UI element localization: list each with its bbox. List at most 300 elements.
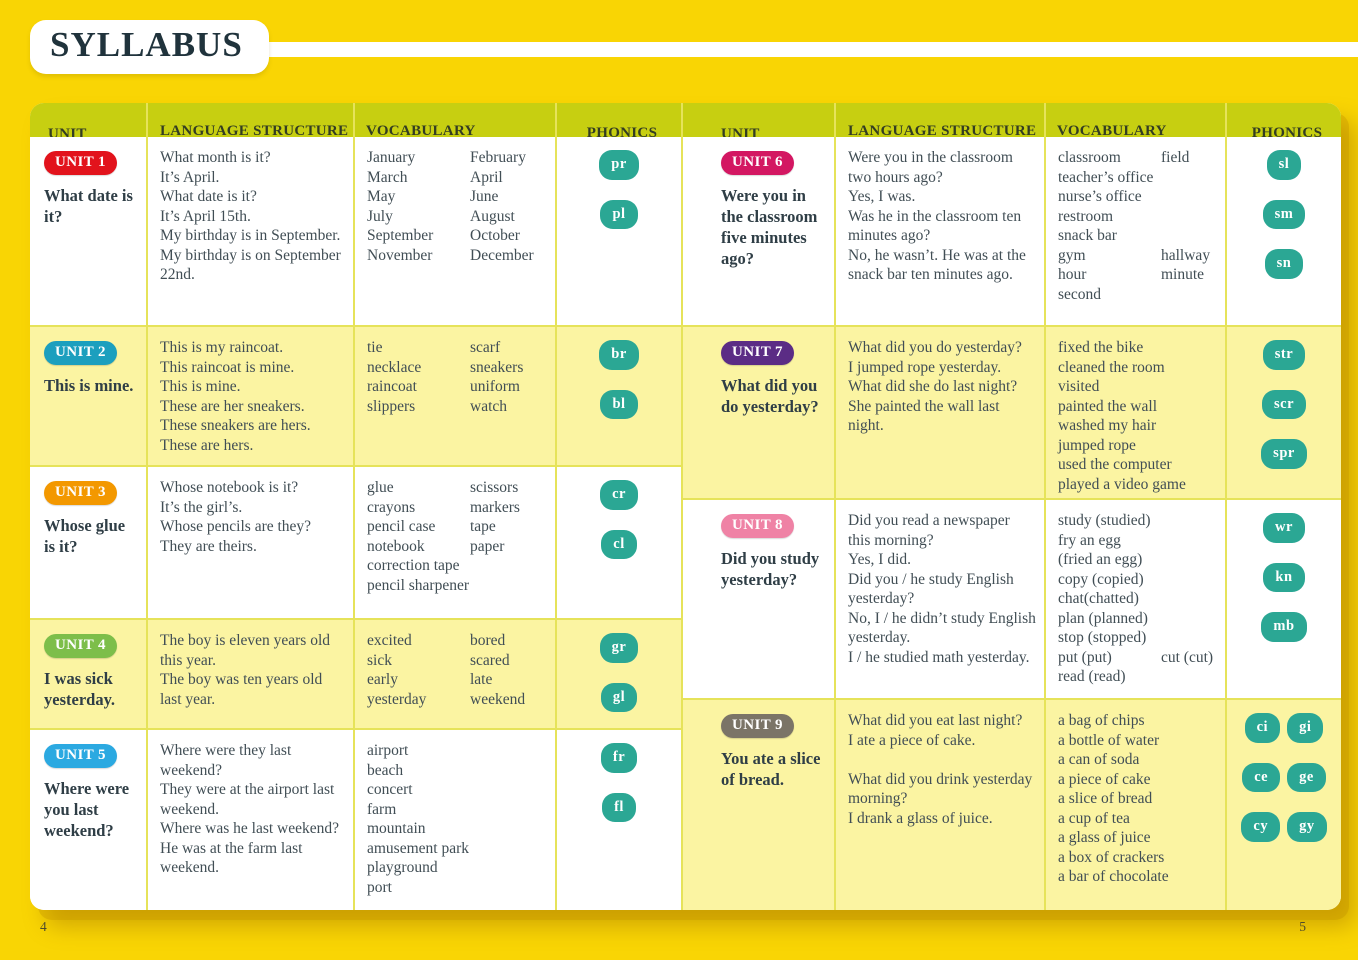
phonics-row [1261,439,1307,469]
vocabulary-row [367,651,551,671]
phonics-pill: gl [601,683,637,713]
phonics-cell [557,137,681,325]
vocabulary-item: raincoat [367,378,417,395]
unit-cell [683,700,836,910]
vocabulary-item: played a video game [1058,475,1186,493]
vocabulary-row [367,780,551,800]
vocabulary-item: early [367,671,398,688]
language-structure-cell [836,500,1046,698]
vocabulary-item: a bottle of water [1058,731,1160,749]
vocabulary-item: read (read) [1058,668,1126,685]
vocabulary-row [367,358,551,378]
vocabulary-row [367,858,551,878]
vocabulary-row [1058,436,1221,456]
vocabulary-row [1058,809,1221,829]
phonics-pill: fr [601,743,637,773]
phonics-row [600,390,637,420]
language-structure-line: My birthday is on September 22nd. [160,246,341,283]
vocabulary-item: slippers [367,397,416,415]
vocabulary-row [367,246,551,266]
vocabulary-item: a piece of cake [1058,770,1151,788]
vocabulary-item: chat(chatted) [1058,590,1139,607]
unit-title: Whose glue is it? [44,516,126,556]
language-structure-line: No, he wasn’t. He was at the snack bar ten minutes ago. [848,246,1026,283]
syllabus-table [30,103,1341,910]
language-structure-line: It’s the girl’s. [160,498,243,516]
language-structure-line: What did you eat last night? [848,712,1023,729]
vocabulary-item: used the computer [1058,456,1172,473]
vocabulary-row [1058,168,1221,188]
unit-badge: UNIT 2 [44,341,117,365]
vocabulary-row [367,226,551,246]
vocabulary-row [1058,828,1221,848]
language-structure-cell [836,700,1046,910]
language-structure-line: This is my raincoat. [160,339,284,356]
phonics-row [1241,812,1326,842]
unit-title: What did you do yesterday? [721,376,819,416]
vocabulary-item: hour [1058,266,1087,283]
unit-badge: UNIT 4 [44,634,117,658]
phonics-cell [1227,327,1341,498]
vocabulary-item: fry an egg [1058,531,1121,549]
vocabulary-item: tape [470,518,496,535]
phonics-pill: pr [599,150,639,180]
vocabulary-item: scissors [470,479,519,496]
language-structure-line [848,750,1036,770]
unit-cell [683,500,836,698]
phonics-pill: scr [1262,390,1306,420]
unit-row [30,465,681,618]
vocabulary-item: crayons [367,498,416,516]
phonics-pill: gr [600,633,639,663]
vocabulary-row [367,168,551,188]
vocabulary-cell [1046,137,1227,325]
phonics-pill: gy [1287,812,1327,842]
phonics-cell [1227,700,1341,910]
vocabulary-item: paper [470,537,505,555]
vocabulary-item: late [470,671,493,688]
unit-cell [30,730,148,910]
language-structure-line: What did she do last night? [848,378,1018,395]
language-structure-line: These sneakers are hers. [160,417,311,434]
vocabulary-item: classroom [1058,149,1121,166]
vocabulary-row [367,498,551,518]
phonics-pill: sm [1263,200,1306,230]
vocabulary-row [367,556,551,576]
vocabulary-item: hallway [1161,246,1211,264]
vocabulary-item: visited [1058,378,1100,395]
unit-cell [30,327,148,465]
phonics-pill: ge [1287,763,1326,793]
language-structure-line: They were at the airport last weekend. [160,781,335,818]
language-structure-cell [148,467,355,618]
language-structure-line: I ate a piece of cake. [848,731,976,749]
phonics-pill: bl [600,390,637,420]
vocabulary-row [1058,226,1221,246]
vocabulary-row [367,478,551,498]
unit-row [30,325,681,465]
phonics-row [600,200,637,230]
vocabulary-item: yesterday [367,690,427,708]
unit-badge: UNIT 7 [721,341,794,365]
phonics-pill: fl [602,793,636,823]
vocabulary-row [367,631,551,651]
unit-badge: UNIT 9 [721,714,794,738]
vocabulary-item: stop (stopped) [1058,629,1147,646]
language-structure-line: I / he studied math yesterday. [848,648,1030,666]
vocabulary-item: a cup of tea [1058,809,1130,827]
vocabulary-row [1058,455,1221,475]
language-structure-line: Where were they last weekend? [160,742,292,779]
phonics-pill: br [599,340,639,370]
vocabulary-item: beach [367,761,404,779]
phonics-pill: mb [1261,612,1306,642]
phonics-cell [557,327,681,465]
phonics-row [599,340,639,370]
vocabulary-row [1058,285,1221,305]
phonics-row [1242,763,1326,793]
vocabulary-item: playground [367,859,438,876]
page-title: SYLLABUS [50,25,243,64]
vocabulary-row [1058,711,1221,731]
title-stripe [130,42,1358,57]
unit-title: Did you study yesterday? [721,549,820,589]
table-header-left [30,103,683,137]
vocabulary-row [367,377,551,397]
phonics-pill: pl [600,200,637,230]
phonics-row [1263,563,1304,593]
vocabulary-row [367,800,551,820]
language-structure-line: Where was he last weekend? [160,820,340,837]
phonics-row [1262,390,1306,420]
vocabulary-row [1058,475,1221,495]
unit-row [30,137,681,325]
vocabulary-cell [355,327,557,465]
vocabulary-row [367,839,551,859]
page-number-left: 4 [40,919,47,934]
phonics-row [599,150,639,180]
vocabulary-cell [355,730,557,910]
phonics-pill: cl [601,530,636,560]
column-header-phonics: PHONICS [586,125,658,137]
vocabulary-row [367,537,551,557]
phonics-row [601,530,636,560]
language-structure-line: Whose notebook is it? [160,479,299,496]
unit-row [683,498,1341,698]
phonics-row [602,793,636,823]
vocabulary-cell [355,137,557,325]
unit-cell [30,137,148,325]
vocabulary-item: a bar of chocolate [1058,868,1169,885]
table-header-right [683,103,1341,137]
vocabulary-row [1058,770,1221,790]
vocabulary-item: snack bar [1058,227,1117,244]
language-structure-cell [148,620,355,728]
unit-cell [683,327,836,498]
vocabulary-row [1058,848,1221,868]
column-header-language-structure: LANGUAGE STRUCTURE [836,103,1046,137]
phonics-row [601,743,637,773]
vocabulary-item: mountain [367,820,426,837]
unit-badge: UNIT 5 [44,744,117,768]
vocabulary-row [367,517,551,537]
language-structure-line: These are her sneakers. [160,397,305,415]
column-header-unit: UNIT [683,103,836,137]
unit-row [683,325,1341,498]
language-structure-cell [148,327,355,465]
vocabulary-row [367,670,551,690]
vocabulary-row [1058,609,1221,629]
vocabulary-item: field [1161,149,1190,166]
vocabulary-row [1058,338,1221,358]
language-structure-line: Did you read a newspaper this morning? [848,512,1010,549]
vocabulary-item: November [367,246,433,264]
vocabulary-item: gym [1058,246,1086,264]
vocabulary-item: amusement park [367,839,470,857]
vocabulary-item: pencil case [367,518,436,535]
language-structure-line: Yes, I did. [848,551,912,568]
phonics-cell [557,620,681,728]
vocabulary-item: September [367,227,434,244]
vocabulary-row [367,761,551,781]
phonics-pill: str [1263,340,1305,370]
language-structure-line: It’s April 15th. [160,207,251,225]
column-header-vocabulary: VOCABULARY [355,103,557,137]
language-structure-line: What month is it? [160,149,271,166]
phonics-row [600,633,639,663]
phonics-pill: ci [1245,713,1280,743]
vocabulary-item: sick [367,651,392,669]
phonics-row [1265,249,1304,279]
vocabulary-item: April [470,168,503,186]
language-structure-line: Did you / he study English yesterday? [848,570,1014,607]
language-structure-line: They are theirs. [160,537,257,555]
vocabulary-row [367,690,551,710]
unit-row [30,618,681,728]
language-structure-line: No, I / he didn’t study English yesterday. [848,609,1036,646]
language-structure-line: Was he in the classroom ten minutes ago? [848,207,1022,244]
phonics-pill: wr [1263,513,1305,543]
vocabulary-cell [1046,500,1227,698]
unit-badge: UNIT 3 [44,481,117,505]
language-structure-cell [148,137,355,325]
column-header-language-structure: LANGUAGE STRUCTURE [148,103,355,137]
vocabulary-row [367,397,551,417]
vocabulary-item: notebook [367,537,425,555]
language-structure-line: This raincoat is mine. [160,358,295,376]
vocabulary-item: second [1058,285,1102,303]
language-structure-cell [836,327,1046,498]
vocabulary-item: weekend [470,690,526,708]
language-structure-line: These are hers. [160,436,254,454]
vocabulary-row [1058,377,1221,397]
vocabulary-item: December [470,246,534,264]
language-structure-line: He was at the farm last weekend. [160,839,303,876]
language-structure-line: It’s April. [160,168,220,186]
column-header-vocabulary: VOCABULARY [1046,103,1227,137]
vocabulary-item: painted the wall [1058,397,1157,415]
unit-title: This is mine. [44,376,134,395]
unit-badge: UNIT 8 [721,514,794,538]
vocabulary-row [1058,731,1221,751]
vocabulary-row [1058,648,1221,668]
vocabulary-item: pencil sharpener [367,576,469,594]
vocabulary-row [1058,589,1221,609]
phonics-cell [1227,500,1341,698]
vocabulary-item: study (studied) [1058,512,1151,529]
vocabulary-item: copy (copied) [1058,570,1144,588]
language-structure-cell [148,730,355,910]
language-structure-line: Whose pencils are they? [160,518,312,535]
vocabulary-item: a slice of bread [1058,790,1153,807]
language-structure-line: Yes, I was. [848,188,916,205]
table-header [30,103,1341,137]
phonics-row [1263,513,1305,543]
vocabulary-item: correction tape [367,557,460,574]
vocabulary-item: restroom [1058,207,1114,225]
vocabulary-item: plan (planned) [1058,609,1148,627]
vocabulary-item: scared [470,651,510,669]
right-page-units [683,137,1341,910]
vocabulary-cell [355,467,557,618]
language-structure-line: My birthday is in September. [160,227,341,244]
vocabulary-item: washed my hair [1058,417,1157,434]
vocabulary-item: cut (cut) [1161,648,1214,666]
vocabulary-row [1058,148,1221,168]
unit-badge: UNIT 1 [44,151,117,175]
unit-title: I was sick yesterday. [44,669,116,709]
vocabulary-item: a can of soda [1058,751,1140,768]
phonics-pill: gi [1287,713,1323,743]
vocabulary-row [367,187,551,207]
phonics-row [1261,612,1306,642]
phonics-pill: cy [1241,812,1280,842]
language-structure-line: I drank a glass of juice. [848,809,993,827]
vocabulary-item: teacher’s office [1058,168,1154,186]
vocabulary-item: March [367,168,408,186]
vocabulary-row [1058,867,1221,887]
phonics-cell [557,730,681,910]
language-structure-line: I jumped rope yesterday. [848,358,1002,376]
phonics-row [1263,340,1305,370]
unit-badge: UNIT 6 [721,151,794,175]
language-structure-line: What date is it? [160,188,257,205]
vocabulary-item: (fried an egg) [1058,551,1143,568]
vocabulary-row [367,741,551,761]
vocabulary-row [1058,265,1221,285]
vocabulary-row [1058,550,1221,570]
vocabulary-item: August [470,207,515,225]
vocabulary-row [1058,789,1221,809]
vocabulary-row [367,338,551,358]
phonics-row [1245,713,1324,743]
table-body [30,137,1341,910]
phonics-pill: ce [1242,763,1280,793]
vocabulary-item: scarf [470,339,501,356]
vocabulary-item: markers [470,498,520,516]
column-header-unit: UNIT [30,103,148,137]
title-box [30,20,269,74]
vocabulary-row [1058,358,1221,378]
phonics-pill: spr [1261,439,1307,469]
vocabulary-item: bored [470,632,506,649]
vocabulary-row [1058,416,1221,436]
unit-cell [30,467,148,618]
unit-title: You ate a slice of bread. [721,749,821,789]
vocabulary-row [1058,246,1221,266]
vocabulary-row [1058,187,1221,207]
vocabulary-item: a box of crackers [1058,848,1165,866]
vocabulary-item: nurse’s office [1058,188,1142,205]
phonics-row [1263,200,1306,230]
vocabulary-item: excited [367,632,412,649]
vocabulary-row [367,819,551,839]
language-structure-line: The boy is eleven years old this year. [160,632,331,669]
unit-title: What date is it? [44,186,133,226]
vocabulary-item: June [470,188,499,205]
vocabulary-row [1058,570,1221,590]
phonics-pill: sn [1265,249,1304,279]
vocabulary-row [1058,628,1221,648]
language-structure-line: What did you drink yesterday morning? [848,770,1033,807]
phonics-cell [557,467,681,618]
vocabulary-row [367,878,551,898]
column-header-phonics: PHONICS [1251,125,1323,137]
vocabulary-cell [1046,700,1227,910]
phonics-pill: sl [1267,150,1302,180]
vocabulary-item: January [367,149,416,166]
vocabulary-item: farm [367,800,397,818]
vocabulary-item: minute [1161,266,1205,283]
phonics-row [1267,150,1302,180]
vocabulary-cell [355,620,557,728]
unit-title: Were you in the classroom five minutes ago? [721,186,818,268]
vocabulary-row [1058,750,1221,770]
vocabulary-item: July [367,207,393,225]
page-number-right: 5 [1299,919,1306,934]
vocabulary-row [367,576,551,596]
phonics-pill: cr [600,480,638,510]
vocabulary-item: put (put) [1058,648,1112,666]
language-structure-line: She painted the wall last night. [848,397,1000,434]
vocabulary-item: watch [470,397,508,415]
vocabulary-item: tie [367,339,383,356]
language-structure-line: This is mine. [160,378,241,395]
vocabulary-row [1058,511,1221,531]
unit-cell [683,137,836,325]
phonics-row [601,683,637,713]
vocabulary-row [1058,667,1221,687]
vocabulary-item: February [470,149,526,166]
vocabulary-row [1058,397,1221,417]
vocabulary-row [1058,531,1221,551]
vocabulary-item: October [470,227,520,244]
left-page-units [30,137,683,910]
vocabulary-item: May [367,188,396,205]
phonics-row [600,480,638,510]
phonics-cell [1227,137,1341,325]
vocabulary-item: a glass of juice [1058,829,1151,846]
language-structure-line: Were you in the classroom two hours ago? [848,149,1013,186]
language-structure-line: The boy was ten years old last year. [160,671,323,708]
language-structure-cell [836,137,1046,325]
unit-title: Where were you last weekend? [44,779,130,840]
vocabulary-item: port [367,878,392,896]
vocabulary-cell [1046,327,1227,498]
unit-row [683,698,1341,910]
vocabulary-item: airport [367,742,409,759]
vocabulary-item: necklace [367,358,422,376]
